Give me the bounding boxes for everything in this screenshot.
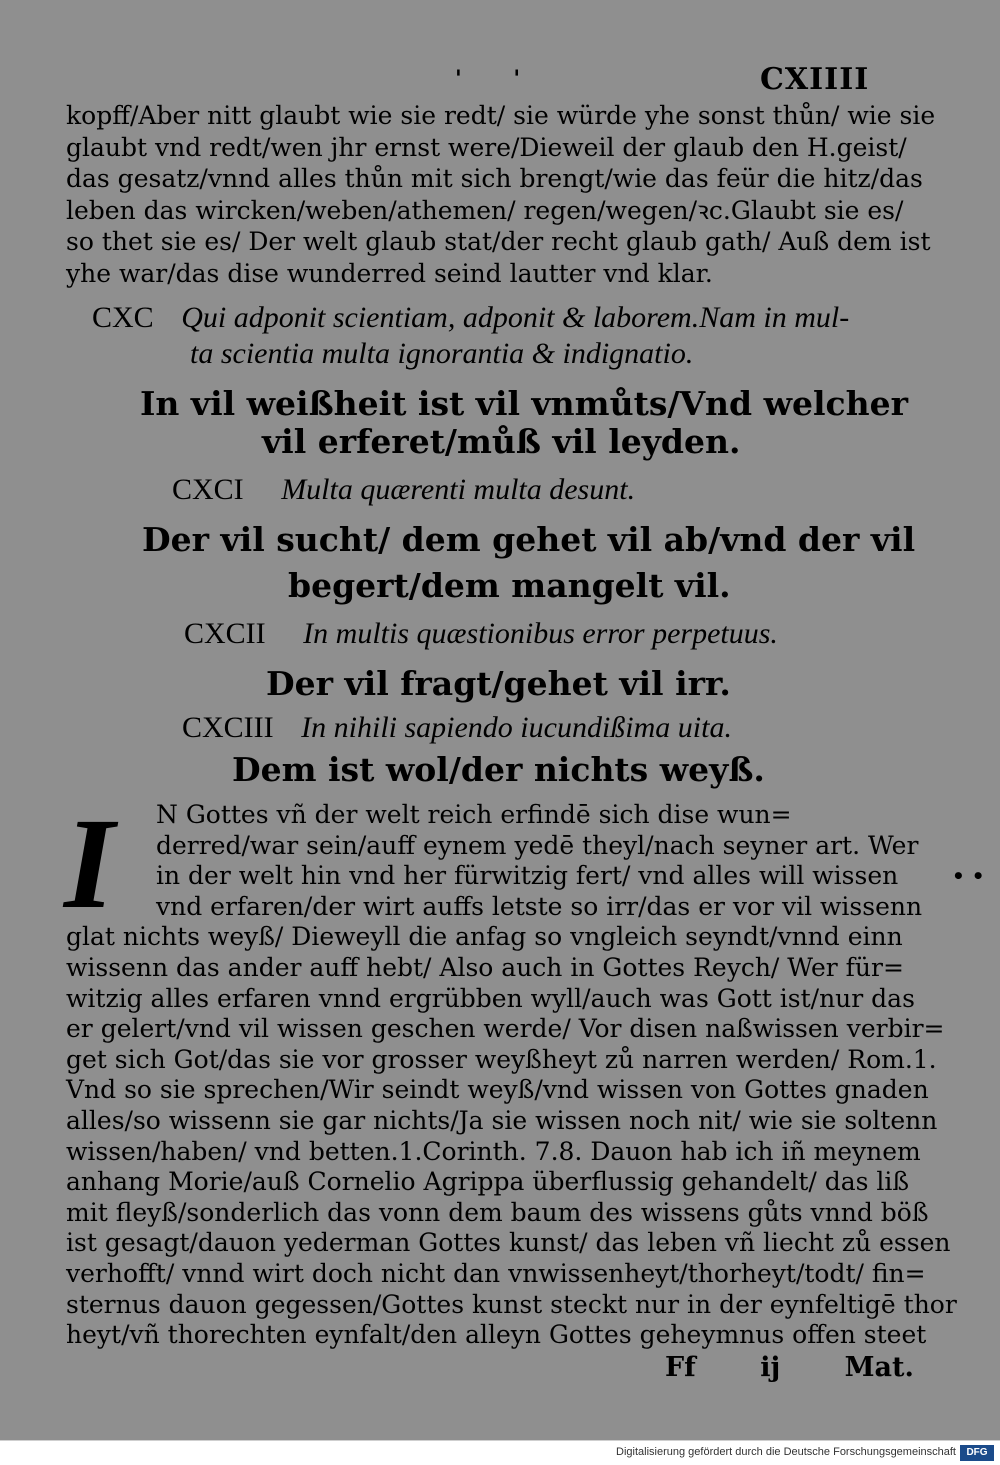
latin-line xyxy=(184,616,778,652)
text-line: glaubt vnd redt/wen jhr ernst were/Dieweil der glaub den H.geist/ xyxy=(66,132,907,162)
text-line: so thet sie es/ Der welt glaub stat/der recht glaub gath/ Auß dem ist xyxy=(66,227,931,256)
footer-bar xyxy=(0,1440,1000,1465)
latin-line xyxy=(172,472,635,508)
text-line: mit fleyß/sonderlich das vonn dem baum des wissens gůts vnnd böß xyxy=(66,1197,929,1227)
folio-number: CXIIII xyxy=(760,62,870,97)
section-numeral: CXCIII xyxy=(182,711,274,744)
latin-line: ta scientia multa ignorantia & indignatio. xyxy=(190,337,694,370)
text-line: er gelert/vnd vil wissen geschen werde/ Vor disen naßwissen verbir= xyxy=(66,1014,945,1044)
german-heading: Der vil sucht/ dem gehet vil ab/vnd der vil xyxy=(142,520,916,559)
text-line: vnd erfaren/der wirt auffs letste so irr/das er vor vil wissenn xyxy=(156,891,923,921)
german-heading: Dem ist wol/der nichts weyß. xyxy=(232,750,765,789)
margin-mark: • • xyxy=(952,864,985,888)
top-paragraph xyxy=(66,100,936,289)
german-heading: Der vil fragt/gehet vil irr. xyxy=(266,664,731,703)
text-line: alles/so wissenn sie gar nichts/Ja sie wissen noch nit/ wie sie soltenn xyxy=(66,1105,938,1135)
text-line: derred/war sein/auff eynem yedē theyl/nach seyner art. Wer xyxy=(156,830,919,860)
section-numeral: CXCII xyxy=(184,617,266,650)
signature-catchword xyxy=(665,1352,969,1383)
text-line: get sich Got/das sie vor grosser weyßheyt zů narren werden/ Rom.1. xyxy=(66,1044,937,1074)
german-heading: In vil weißheit ist vil vnmůts/Vnd welcher xyxy=(140,384,909,423)
german-heading: begert/dem mangelt vil. xyxy=(288,566,731,605)
text-line: kopff/Aber nitt glaubt wie sie redt/ sie würde yhe sonst thůn/ wie sie xyxy=(66,101,936,130)
text-line: N Gottes vñ der welt reich erfindē sich dise wun= xyxy=(156,800,792,829)
latin-text: In nihili sapiendo iucundißima uita. xyxy=(301,711,732,744)
latin-text: Multa quærenti multa desunt. xyxy=(281,473,636,506)
section-numeral: CXCI xyxy=(172,473,244,506)
dfg-logo[interactable]: DFG xyxy=(960,1445,994,1461)
latin-text: In multis quæstionibus error perpetuus. xyxy=(303,617,778,650)
top-marks: ' ' xyxy=(455,66,543,92)
latin-line xyxy=(182,710,732,746)
catchword: Mat. xyxy=(844,1352,914,1383)
signature-mark: Ff xyxy=(665,1352,696,1383)
footer-credit: Digitalisierung gefördert durch die Deutsche Forschungsgemeinschaft xyxy=(616,1446,956,1458)
text-line: ist gesagt/dauon yederman Gottes kunst/ das leben vñ liecht zů essen xyxy=(66,1228,951,1258)
text-line: verhofft/ vnnd wirt doch nicht dan vnwissenheyt/thorheyt/todt/ fin= xyxy=(66,1258,926,1288)
text-line: wissenn das ander auff hebt/ Also auch in Gottes Reych/ Wer für= xyxy=(66,952,904,982)
text-line: sternus dauon gegessen/Gottes kunst steckt nur in der eynfeltigē thor xyxy=(66,1289,957,1319)
latin-line xyxy=(92,300,849,336)
german-heading: vil erferet/můß vil leyden. xyxy=(262,422,741,461)
text-line: das gesatz/vnnd alles thůn mit sich brengt/wie das feür die hitz/das xyxy=(66,164,923,193)
text-line: yhe war/das dise wunderred seind lautter vnd klar. xyxy=(66,258,713,288)
text-line: wissen/haben/ vnd betten.1.Corinth. 7.8. Dauon hab ich iñ meynem xyxy=(66,1136,921,1166)
body-paragraph xyxy=(64,792,957,1351)
signature-mark: ij xyxy=(760,1352,781,1383)
text-line: witzig alles erfaren vnnd ergrübben wyll/auch was Gott ist/nur das xyxy=(66,983,915,1013)
text-line: in der welt hin vnd her fürwitzig fert/ vnd alles will wissen xyxy=(156,861,899,891)
text-line: glat nichts weyß/ Dieweyll die anfag so vngleich seyndt/vnnd einn xyxy=(66,922,903,952)
text-line: heyt/vñ thorechten eynfalt/den alleyn Gottes geheymnus offen steet xyxy=(66,1320,927,1350)
text-line: Vnd so sie sprechen/Wir seindt weyß/vnd wissen von Gottes gnaden xyxy=(66,1075,929,1105)
latin-text: Qui adponit scientiam, adponit & laborem.Nam in mul- xyxy=(181,301,850,334)
text-line: anhang Morie/auß Cornelio Agrippa überflussig gehandelt/ das liß xyxy=(66,1167,910,1197)
dropcap-initial: I xyxy=(64,792,115,936)
section-numeral: CXC xyxy=(92,301,154,334)
text-line: leben das wircken/weben/athemen/ regen/wegen/ꝛc.Glaubt sie es/ xyxy=(66,195,904,225)
